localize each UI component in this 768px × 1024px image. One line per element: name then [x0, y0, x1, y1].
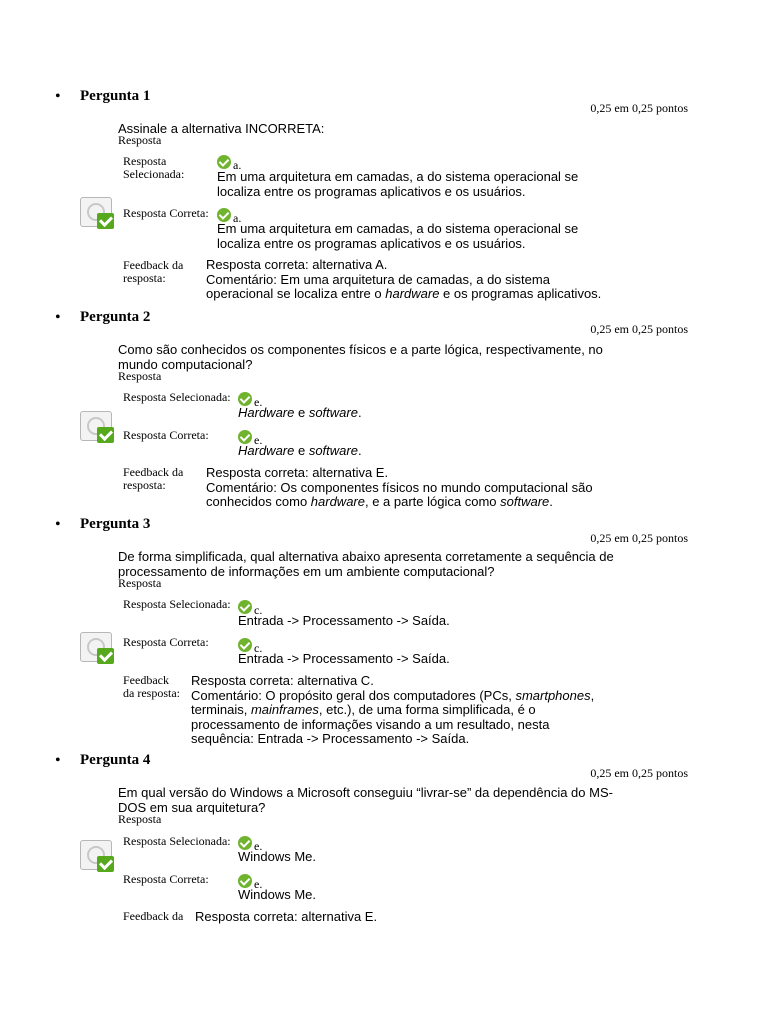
selected-answer-label: Resposta Selecionada: [123, 390, 231, 404]
option-letter: e. [254, 877, 263, 891]
question-title: Pergunta 2 [80, 309, 151, 325]
option-letter: e. [254, 395, 263, 409]
correct-answer-text: Windows Me. [238, 887, 317, 902]
feedback-label: Feedback da resposta: [123, 465, 184, 492]
bullet: • [55, 752, 61, 769]
graded-feedback-icon [80, 840, 114, 872]
question-score: 0,25 em 0,25 pontos [590, 101, 688, 115]
resposta-label: Resposta [118, 812, 162, 826]
option-letter: e. [254, 839, 263, 853]
feedback-text: Resposta correta: alternativa A. Comentário: Em uma arquitetura de camadas, a do sistema operacional se localiza entre o hardware e os programas aplicativos. [206, 257, 602, 301]
question-score: 0,25 em 0,25 pontos [590, 322, 688, 336]
correct-answer-label: Resposta Correta: [123, 635, 209, 649]
correct-answer-label: Resposta Correta: [123, 428, 209, 442]
option-letter: c. [254, 641, 263, 655]
bullet: • [55, 516, 61, 533]
feedback-label: Feedback da resposta: [123, 258, 184, 285]
feedback-label: Feedback da resposta: [123, 673, 180, 700]
question-title: Pergunta 4 [80, 752, 151, 768]
bullet: • [55, 309, 61, 326]
question-text: Assinale a alternativa INCORRETA: [118, 121, 325, 136]
correct-answer-text: Entrada -> Processamento -> Saída. [238, 651, 450, 666]
correct-answer-text: Hardware e software. [238, 443, 362, 458]
question-text: Como são conhecidos os componentes físicos e a parte lógica, respectivamente, no mundo computacional? [118, 342, 603, 372]
question-title: Pergunta 3 [80, 516, 151, 532]
graded-feedback-icon [80, 632, 114, 664]
option-letter: c. [254, 603, 263, 617]
selected-answer-text: Windows Me. [238, 849, 317, 864]
feedback-text: Resposta correta: alternativa E. Comentário: Os componentes físicos no mundo computacional são conhecidos como hardware, e a parte lógica como software. [206, 465, 593, 509]
question-score: 0,25 em 0,25 pontos [590, 531, 688, 545]
correct-answer-label: Resposta Correta: [123, 206, 209, 220]
resposta-label: Resposta [118, 133, 162, 147]
bullet: • [55, 88, 61, 105]
question-score: 0,25 em 0,25 pontos [590, 766, 688, 780]
option-letter: a. [233, 211, 242, 225]
resposta-label: Resposta [118, 369, 162, 383]
question-text: De forma simplificada, qual alternativa abaixo apresenta corretamente a sequência de processamento de informações em um ambiente computacional? [118, 549, 614, 579]
graded-feedback-icon [80, 411, 114, 443]
selected-answer-label: Resposta Selecionada: [123, 834, 231, 848]
feedback-text: Resposta correta: alternativa C. Comentário: O propósito geral dos computadores (PCs, smartphones, terminais, mainframes, etc.), de uma forma simplificada, é o processamento de informações visando a um resultado, nesta sequência: Entrada -> Processamento -> Saída. [191, 673, 595, 746]
selected-answer-text: Hardware e software. [238, 405, 362, 420]
selected-answer-text: Entrada -> Processamento -> Saída. [238, 613, 450, 628]
feedback-label: Feedback da [123, 909, 184, 923]
graded-feedback-icon [80, 197, 114, 229]
option-letter: a. [233, 158, 242, 172]
correct-answer-label: Resposta Correta: [123, 872, 209, 886]
feedback-text: Resposta correta: alternativa E. [195, 909, 378, 924]
correct-answer-text: Em uma arquitetura em camadas, a do sistema operacional se localiza entre os programas aplicativos e os usuários. [217, 221, 579, 251]
selected-answer-label: Resposta Selecionada: [123, 154, 185, 181]
question-title: Pergunta 1 [80, 88, 151, 104]
check-circle-icon [217, 155, 231, 169]
selected-answer-label: Resposta Selecionada: [123, 597, 231, 611]
option-letter: e. [254, 433, 263, 447]
selected-answer-text: Em uma arquitetura em camadas, a do sistema operacional se localiza entre os programas aplicativos e os usuários. [217, 169, 579, 199]
question-text: Em qual versão do Windows a Microsoft conseguiu “livrar-se” da dependência do MS- DOS em sua arquitetura? [118, 785, 613, 815]
resposta-label: Resposta [118, 576, 162, 590]
